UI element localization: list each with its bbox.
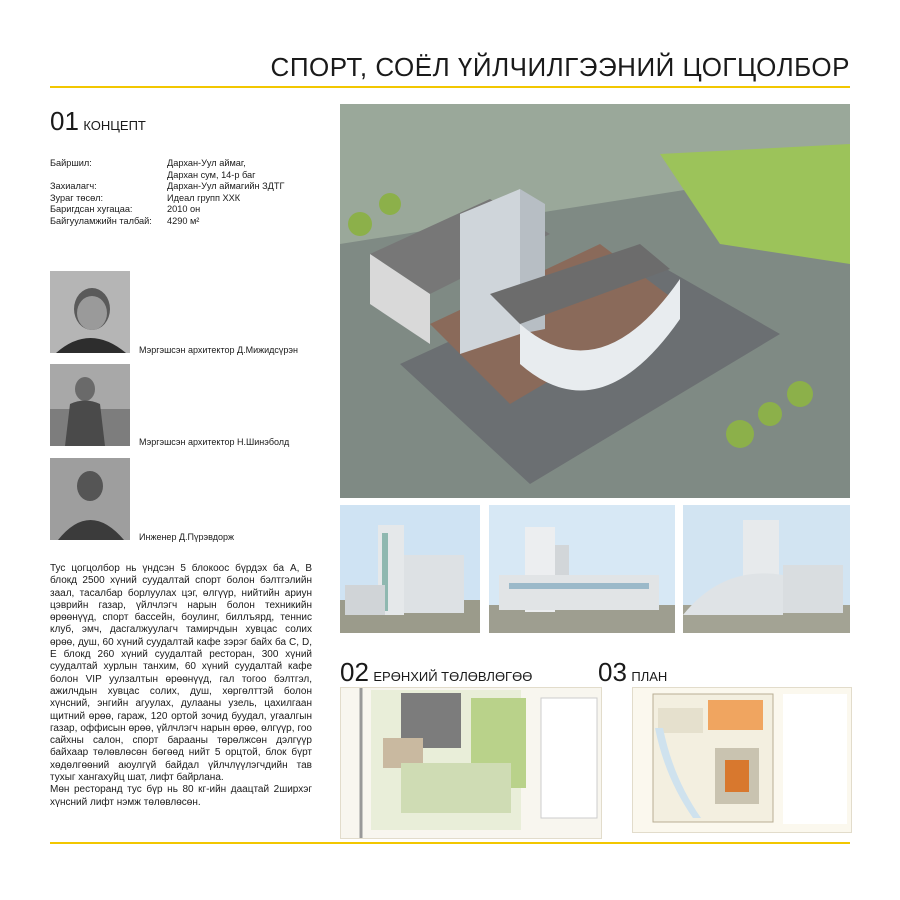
client-label: Захиалагч:	[50, 181, 97, 191]
portrait-photo-1	[50, 271, 130, 353]
header-divider	[50, 86, 850, 88]
portrait-caption-1: Мэргэшсэн архитектор Д.Мижидсүрэн	[139, 345, 298, 355]
render-view-2	[489, 505, 675, 633]
client-value: Дархан-Уул аймагийн ЗДТГ	[167, 181, 285, 191]
portrait-photo-2	[50, 364, 130, 446]
plan-heading	[598, 657, 667, 688]
project-description	[50, 563, 312, 809]
footer-divider	[50, 842, 850, 844]
concept-number: 01	[50, 106, 79, 136]
aerial-render-image	[340, 104, 850, 498]
location-line2: Дархан сум, 14-р баг	[167, 169, 256, 180]
location-label: Байршил:	[50, 158, 92, 168]
portrait-caption-2: Мэргэшсэн архитектор Н.Шинэболд	[139, 437, 290, 447]
portrait-photo-3	[50, 458, 130, 540]
designer-label: Зураг төсөл:	[50, 192, 104, 203]
designer-value: Идеал групп ХХК	[167, 192, 241, 203]
page-title: СПОРТ, СОЁЛ ҮЙЛЧИЛГЭЭНИЙ ЦОГЦОЛБОР	[270, 52, 850, 82]
masterplan-label: ЕРӨНХИЙ ТӨЛӨВЛӨГӨӨ	[373, 669, 533, 684]
masterplan-heading	[340, 657, 532, 688]
concept-heading	[50, 106, 146, 137]
year-value: 2010 он	[167, 204, 201, 214]
location-line1: Дархан-Уул аймаг,	[167, 158, 246, 168]
render-view-3	[683, 505, 850, 633]
area-label: Байгууламжийн талбай:	[50, 215, 152, 226]
project-info	[50, 158, 284, 227]
render-view-1	[340, 505, 480, 633]
masterplan-drawing	[340, 687, 602, 839]
description-paragraph-1: Тус цогцолбор нь үндсэн 5 блокоос бүрдэх ба A, B блокд 2500 хүний суудалтай спорт болон бэлтгэлийн заал, тасалбар борлуулах цэг, өлгүүр, нийтийн ариун цэврийн газар, үйлчлэгч нарын болон техникийн өрөөнүүд, спорт бассейн, боулинг, биллъярд, теннис клуб, эмч, дасгалжуулагч тамирчдын хувцас солих өрөө, душ, 60 хүний суудалтай кафе зэрэг байх ба C, D, E блокд 260 хүний суудалтай ресторан, 300 хүний суудалтай хурлын танхим, 60 хүний суудалтай кафе болон VIP уулзалтын өрөөнүүд, гал тогоо бэлтгэл, ажилчдын хувцас солих, душ, хөргөлттэй болон хүнсний, энгийн агуулах, дулааны узель, цахилгаан щитний өрөө, гараж, 120 ортой зочид буудал, угаалгын газар, оффисын өрөө, үйлчлэгч нарын өрөө, өлгүүр, гоо сайхны салон, спорт барааны төрөлжсөн дэлгүүр байхаар төлөвлөсөн бөгөөд нийт 5 орцтой, блок бүрт хөдөлгөөний аюулгүй байдал үйлчлүүлэгчдийн тав тухыг хангахуйц шат, лифт байрлана.	[50, 563, 312, 784]
plan-label: ПЛАН	[631, 669, 668, 684]
floor-plan-drawing	[632, 687, 852, 833]
concept-label: КОНЦЕПТ	[83, 118, 146, 133]
plan-number: 03	[598, 657, 627, 687]
area-value: 4290 м²	[167, 215, 200, 226]
year-label: Баригдсан хугацаа:	[50, 204, 133, 214]
description-paragraph-2: Мөн ресторанд тус бүр нь 80 кг-ийн даацтай 2ширхэг хүнсний лифт нэмж төлөвлөсөн.	[50, 784, 312, 808]
masterplan-number: 02	[340, 657, 369, 687]
portrait-caption-3: Инженер Д.Пүрэвдорж	[139, 532, 235, 542]
